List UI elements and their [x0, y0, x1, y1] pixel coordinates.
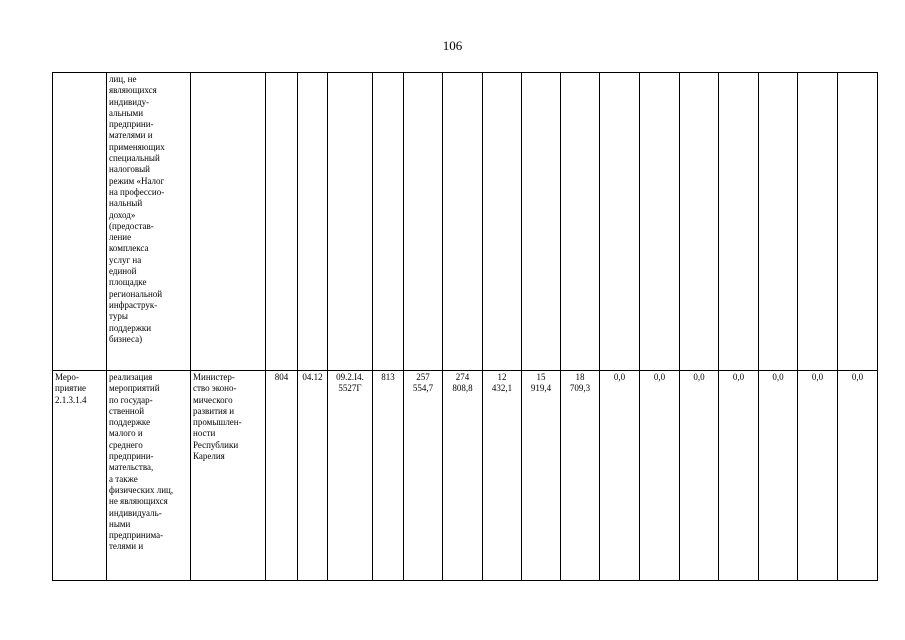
value-cell	[522, 73, 561, 371]
value-cell: 0,0	[759, 371, 798, 581]
grbs-cell: 804	[266, 371, 298, 581]
vr-cell: 813	[373, 371, 404, 581]
value-cell: 0,0	[719, 371, 759, 581]
value-cell: 0,0	[600, 371, 640, 581]
activity-name-cell: реализация мероприятий по государ- ственной поддержке малого и среднего предприни- мательства, а также физических лиц, не являющихся индивидуаль- ными предпринима- телями и	[107, 371, 191, 581]
value-cell	[483, 73, 522, 371]
rzpr-cell: 04.12	[298, 371, 328, 581]
activity-code-cell	[53, 73, 107, 371]
value-cell: 257 554,7	[404, 371, 443, 581]
grbs-cell	[266, 73, 298, 371]
page-number: 106	[442, 38, 463, 53]
table-row	[53, 73, 878, 371]
value-cell: 0,0	[680, 371, 719, 581]
value-cell	[680, 73, 719, 371]
executor-cell	[191, 73, 266, 371]
executor-cell: Министер- ство эконо- мического развития и промышлен- ности Республики Карелия	[191, 371, 266, 581]
table-row	[53, 371, 878, 581]
activity-name-cell: лиц, не являющихся индивиду- альными предприни- мателями и применяющих специальный налоговый режим «Налог на профессио- нальный доход» (предостав- ление комплекса услуг на единой площадке региональной инфраструк- туры поддержки бизнеса)	[107, 73, 191, 371]
vr-cell	[373, 73, 404, 371]
csr-cell	[328, 73, 373, 371]
value-cell	[404, 73, 443, 371]
value-cell	[600, 73, 640, 371]
value-cell: 0,0	[838, 371, 878, 581]
value-cell	[561, 73, 600, 371]
value-cell	[640, 73, 680, 371]
csr-cell: 09.2.I4. 5527Г	[328, 371, 373, 581]
value-cell: 15 919,4	[522, 371, 561, 581]
activity-code-cell: Меро- приятие 2.1.3.1.4	[53, 371, 107, 581]
value-cell: 274 808,8	[443, 371, 483, 581]
value-cell: 12 432,1	[483, 371, 522, 581]
rzpr-cell	[298, 73, 328, 371]
value-cell	[443, 73, 483, 371]
value-cell	[838, 73, 878, 371]
value-cell	[798, 73, 838, 371]
value-cell	[719, 73, 759, 371]
budget-table	[52, 72, 878, 581]
value-cell	[759, 73, 798, 371]
value-cell: 18 709,3	[561, 371, 600, 581]
value-cell: 0,0	[640, 371, 680, 581]
value-cell: 0,0	[798, 371, 838, 581]
